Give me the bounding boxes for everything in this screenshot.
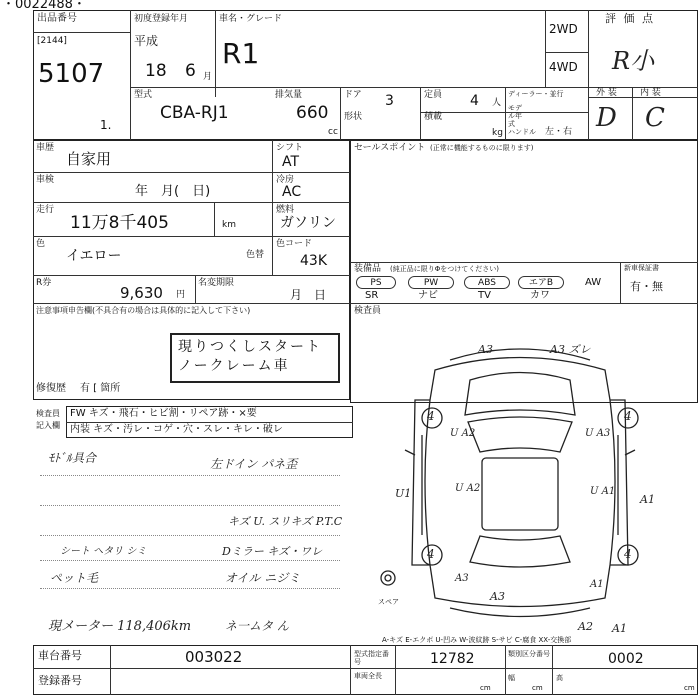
drive-2wd: 2WD [549,22,578,36]
mark-left-rear: A3 [455,573,469,584]
hood-outline [465,373,575,416]
note-right-2: キズ U. スリキズ P.T.C [228,515,343,528]
car-no-label: 車台番号 [38,649,82,662]
mileage-unit: km [222,220,236,230]
use-label: 車歴 [36,143,55,153]
car-no-value: 003022 [185,648,243,666]
model-value: CBA-RJ1 [160,103,229,123]
shape-label: 形状 [344,112,363,122]
no-claim-stamp [170,333,340,383]
mark-left-front: U A2 [450,428,476,439]
reg-month: 6 [185,61,196,81]
door-label: ドア [344,90,362,100]
width-unit: cm [532,684,543,692]
score-label: 評 価 点 [605,12,655,25]
mark-left-door: U1 [395,487,412,500]
color-change-label: 色替 [246,250,265,260]
equip-ps: PS [356,276,396,289]
lot-label: 出品番号 [37,13,77,24]
repair-value: 有 [ 箇所 [80,383,121,394]
exterior-grade: D [596,103,617,133]
length-label: 車両全長 [354,672,382,680]
disp-unit: cc [328,127,338,137]
length-unit: cm [480,684,491,692]
meter-note-2: ネ一ムタ ん [225,619,289,633]
disp-label: 排気量 [275,90,303,100]
mark-wheel-rl: 4 [427,547,435,561]
mark-right-mid: U A1 [590,486,616,497]
mark-rear-2: A2 [578,620,593,633]
mark-rear-1: A3 [490,590,505,603]
note-left-2: シート ヘタリ シミ [60,546,147,557]
roof-outline [482,458,558,530]
ac-value: AC [282,184,302,200]
load-unit: kg [492,128,503,138]
mark: 1. [100,118,112,132]
notes-label: 注意事項申告欄(不具合有の場合は具体的に記入して下さい) [36,306,251,315]
windshield-outline [468,417,572,452]
repair-label: 修復歴 [36,383,66,394]
mirrors [405,450,635,455]
damage-legend: A-キズ E-エクボ U-凹み W-波紋跡 S-サビ C-腐食 XX-交換部 [382,636,572,644]
drive-4wd: 4WD [549,60,578,74]
note-right-3: Dミラー キズ・ワレ [222,545,323,558]
equip-navi: ナビ [418,290,438,301]
body-outline [425,358,615,607]
newcar-label: 新車保証書 [624,264,659,272]
sales-point-label: セールスポイント [354,143,426,153]
capacity-unit: 人 [492,98,502,108]
width-label: 幅 [508,674,515,682]
model-year-label: モデル年式 [508,104,522,128]
equipment-note: (純正品に限りΦをつけてください) [390,265,499,273]
disp-value: 660 [296,103,329,123]
meter-note: 現メーター 118,406km [48,619,192,634]
class-label: 類別区分番号 [508,650,550,658]
ac-label: 冷房 [276,175,295,185]
recycle-unit: 円 [176,290,186,300]
equip-pw: PW [408,276,454,289]
height-unit: cm [684,684,695,692]
load-label: 積載 [424,112,443,122]
rear-glass-outline [470,536,570,567]
note-right-4: オイル ニジミ [225,571,301,585]
score-value: R小 [612,47,655,75]
capacity: 4 [470,93,479,109]
mark-right-front: U A3 [585,428,611,439]
sales-point-note: (正常に機能するものに限ります) [430,144,534,152]
spare-tire [381,571,395,585]
shift-value: AT [282,154,300,170]
check-row1: FW キズ・飛石・ヒビ割・リペア跡・×要 [70,408,257,419]
color-label: 色 [36,239,46,249]
reg-date-label: 初度登録年月 [134,14,189,24]
newcar-value: 有・無 [630,280,663,293]
handle-value: 左・右 [545,127,573,137]
note-left-1: ﾓﾄﾞﾙ具合 [48,451,97,465]
note-right-1: 左ドイン パネ歪 [210,457,298,471]
class-value: 0002 [608,651,644,667]
mileage-value: 11万8千405 [70,213,169,233]
use-value: 自家用 [66,150,112,168]
dealer-label: ディーラー・並行 [508,90,564,98]
fuel-value: ガソリン [280,215,336,231]
inspect-label: 車検 [36,175,55,185]
height-label: 高 [556,674,563,682]
mark-front-1: A3 [478,343,493,356]
mark-right-door: A1 [640,493,655,506]
car-name: R1 [222,37,260,70]
mark-wheel-fr: 4 [624,409,632,423]
exterior-label: 外 装 [596,88,617,98]
mark-wheel-fl: 4 [427,409,435,423]
check-row2: 内装 キズ・汚レ・コゲ・穴・スレ・キレ・破レ [70,424,283,435]
lot-number: 5107 [38,59,105,89]
model-label: 型式 [134,90,153,100]
mark-front-2: A3 ズレ [550,343,591,356]
spare-label: スペア [378,598,399,606]
interior-label: 内 装 [640,88,661,98]
color-value: イエロー [66,248,122,264]
type-cert-value: 12782 [430,651,475,667]
era: 平成 [134,34,159,48]
mark-right-rear: A1 [590,579,604,590]
inspector-label: 検査員 [354,306,382,316]
name-label: 車名・グレード [219,14,283,24]
type-cert-label: 型式指定番号 [354,650,389,666]
reg-year: 18 [145,61,167,81]
mileage-label: 走行 [36,205,55,215]
inspect-value: 年 月( 日) [135,184,211,199]
stamp-line1: 現りつくしスタート [178,339,322,355]
stamp-line2: ノークレーム車 [178,358,290,374]
side-windows [422,435,618,535]
recycle-value: 9,630 [120,284,163,302]
top-number: ・0022488・ [2,0,86,12]
color-code-label: 色コード [276,239,313,249]
color-code: 43K [300,253,327,269]
rear-bumper [450,608,590,617]
equip-airbag: エアB [518,276,564,289]
month-unit: 月 [203,72,213,82]
shift-label: シフト [276,143,304,153]
equip-aw: AW [585,277,602,288]
lot-sub: [2144] [37,36,67,46]
equip-leather: カワ [530,290,550,301]
car-diagram [360,340,695,625]
mark-wheel-rr: 4 [624,547,632,561]
mark-rear-3: A1 [612,622,627,635]
equip-tv: TV [478,290,491,301]
recycle-label: R券 [36,278,52,288]
spare-hub [385,575,391,581]
doors: 3 [385,93,394,109]
equip-sr: SR [365,290,379,301]
handle-label: ハンドル [508,128,536,136]
check-label: 検査員記入欄 [36,409,60,430]
fuel-label: 燃料 [276,205,295,215]
reg-no-label: 登録番号 [38,674,82,687]
name-change-label: 名変期限 [198,278,235,288]
interior-grade: C [645,103,665,133]
name-change-value: 月 日 [290,288,327,302]
equipment-label: 装備品 [354,264,382,274]
note-left-3: ペット毛 [50,571,99,585]
mark-left-mid: U A2 [455,483,481,494]
equip-abs: ABS [464,276,510,289]
capacity-label: 定員 [424,90,443,100]
